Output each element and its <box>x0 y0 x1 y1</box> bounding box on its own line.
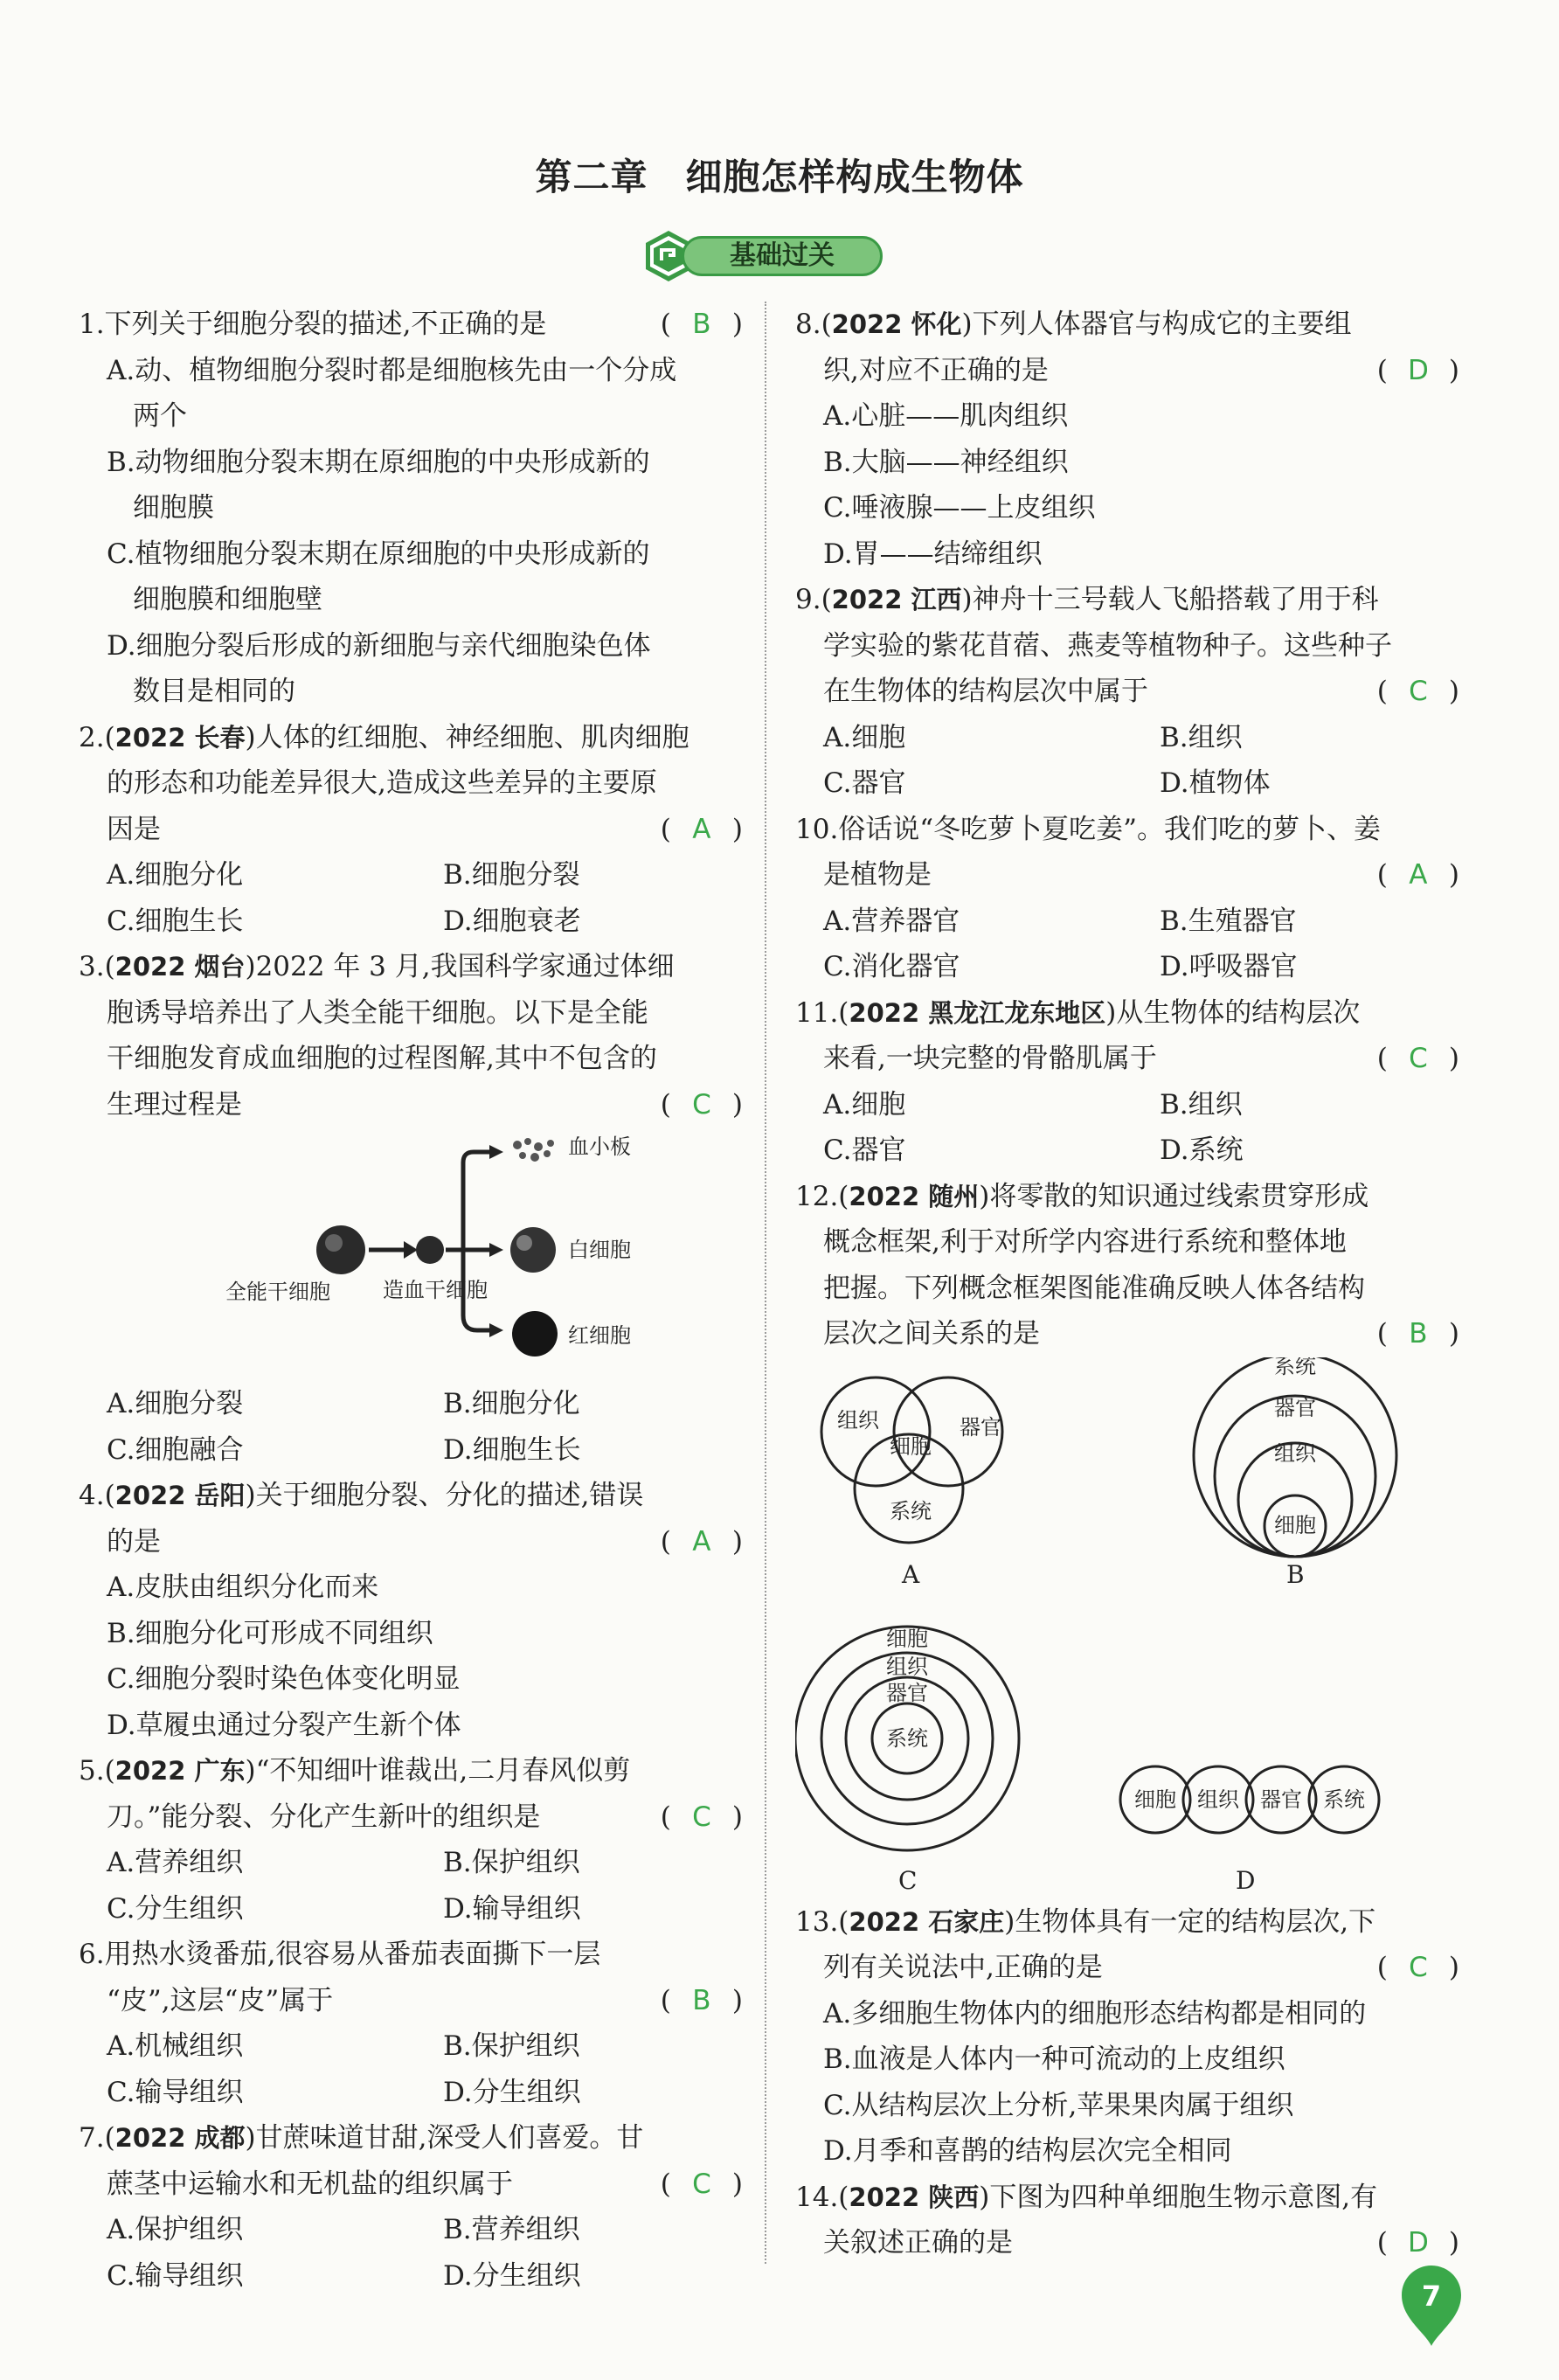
q13-option-c: C.从结构层次上分析,苹果果肉属于组织 <box>823 2089 1294 2121</box>
right-column <box>795 302 1459 2266</box>
q8-stem-1: )下列人体器官与构成它的主要组 <box>961 309 1352 340</box>
q7-option-a: A.保护组织 <box>107 2214 244 2245</box>
page-number-badge <box>1398 2264 1465 2348</box>
q6-options-row-1 <box>79 2023 743 2070</box>
q5-option-a: A.营养组织 <box>107 1847 244 1878</box>
q6-answer: B <box>692 1984 711 2016</box>
q13-option-a: A.多细胞生物体内的细胞形态结构都是相同的 <box>823 1997 1367 2030</box>
q4-source: 2022 岳阳 <box>114 1481 246 1510</box>
question-13: 13.(2022 石家庄)生物体具有一定的结构层次,下 列有关说法中,正确的是 ( C ) A.多细胞生物体内的细胞形态结构都是相同的 B.血液是人体内一种可流动的上皮组织 C.从结构层次上分析,苹果果肉属于组织 D.月季和喜鹊的结构层次完全相同 <box>795 1899 1459 2175</box>
caption-c: C <box>898 1865 918 1895</box>
q11-stem-2: 来看,一块完整的骨骼肌属于 <box>823 1043 1157 1074</box>
q10-answer: A <box>1409 859 1428 891</box>
question-7: 7.(2022 成都)甘蔗味道甘甜,深受人们喜爱。甘 蔗茎中运输水和无机盐的组织属于 ( C ) A.保护组织 B.营养组织 C.输导组织 D.分生组织 <box>79 2115 743 2299</box>
q10-stem-1: 10.俗话说“冬吃萝卜夏吃姜”。我们吃的萝卜、姜 <box>795 813 1381 845</box>
q12-stem-4: 层次之间关系的是 <box>823 1318 1040 1350</box>
q3-stem-1: )2022 年 3 月,我国科学家通过体细 <box>245 951 675 982</box>
q6-option-b: B.保护组织 <box>443 2030 580 2062</box>
q12-source: 2022 随州 <box>849 1181 980 1211</box>
q1-option-d: D.细胞分裂后形成的新细胞与亲代细胞染色体 <box>107 629 651 662</box>
diagram-a-system: 系统 <box>890 1498 932 1523</box>
q11-options-row-1 <box>795 1082 1459 1128</box>
q14-answer: D <box>1407 2227 1429 2259</box>
q7-option-d: D.分生组织 <box>443 2259 581 2292</box>
diagram-a-organ: 器官 <box>960 1414 1001 1440</box>
q2-stem-1: )人体的红细胞、神经细胞、肌肉细胞 <box>245 721 689 753</box>
q5-answer: C <box>692 1801 711 1833</box>
q14-number: 14.( <box>795 2181 849 2213</box>
q7-options-row-2 <box>79 2253 743 2300</box>
left-column <box>79 302 743 2299</box>
diagram-b-organ: 器官 <box>1274 1395 1316 1420</box>
q1-option-a: A.动、植物细胞分裂时都是细胞核先由一个分成 <box>107 354 677 386</box>
branch-lines <box>463 1152 489 1330</box>
q2-option-b: B.细胞分裂 <box>443 859 580 891</box>
q11-option-c: C.器官 <box>823 1134 906 1166</box>
q3-answer: C <box>692 1088 711 1121</box>
q7-options-row-1 <box>79 2207 743 2253</box>
q4-option-d: D.草履虫通过分裂产生新个体 <box>107 1709 461 1741</box>
diagram-b-system: 系统 <box>1274 1357 1316 1378</box>
white-blood-cell <box>510 1227 556 1273</box>
q10-options-row-1 <box>795 899 1459 945</box>
q1-option-a-cont: 两个 <box>133 400 187 432</box>
q5-options-row-1 <box>79 1840 743 1886</box>
q12-concept-diagrams <box>795 1357 1459 1899</box>
q6-option-d: D.分生组织 <box>443 2076 581 2108</box>
q3-stem-2: 胞诱导培养出了人类全能干细胞。以下是全能 <box>107 996 648 1029</box>
q13-source: 2022 石家庄 <box>849 1906 1005 1937</box>
page-title: 第二章 细胞怎样构成生物体 <box>535 156 1024 198</box>
q11-option-b: B.组织 <box>1160 1088 1243 1121</box>
q2-options-row-1 <box>79 852 743 899</box>
q3-source: 2022 烟台 <box>114 952 246 982</box>
q9-source: 2022 江西 <box>831 585 962 614</box>
question-11: 11.(2022 黑龙江龙东地区)从生物体的结构层次 来看,一块完整的骨骼肌属于 ( C ) A.细胞 B.组织 C.器官 D.系统 <box>795 990 1459 1174</box>
label-red-blood-cell: 红细胞 <box>568 1323 631 1348</box>
q14-stem-2: 关叙述正确的是 <box>823 2227 1013 2259</box>
q3-diagram-svg <box>79 1128 743 1381</box>
q9-option-a: A.细胞 <box>823 721 906 753</box>
q10-option-d: D.呼吸器官 <box>1160 951 1298 982</box>
q4-stem-1: )关于细胞分裂、分化的描述,错误 <box>245 1480 644 1511</box>
q13-option-d: D.月季和喜鹊的结构层次完全相同 <box>823 2135 1232 2167</box>
q2-source: 2022 长春 <box>114 722 246 753</box>
q11-stem-1: )从生物体的结构层次 <box>1105 996 1361 1029</box>
q5-option-c: C.分生组织 <box>107 1892 244 1925</box>
q4-number: 4.( <box>79 1480 115 1511</box>
q12-stem-2: 概念框架,利于对所学内容进行系统和整体地 <box>823 1226 1347 1258</box>
red-blood-cell <box>512 1311 558 1357</box>
q11-option-d: D.系统 <box>1160 1134 1244 1166</box>
q8-option-d: D.胃——结缔组织 <box>823 538 1043 570</box>
q8-number: 8.( <box>795 309 832 340</box>
q8-answer: D <box>1407 354 1429 386</box>
q4-option-c: C.细胞分裂时染色体变化明显 <box>107 1663 461 1695</box>
q1-option-b-cont: 细胞膜 <box>133 492 214 524</box>
label-platelet: 血小板 <box>568 1134 631 1159</box>
q7-stem-2: 蔗茎中运输水和无机盐的组织属于 <box>107 2168 513 2200</box>
diagram-c-system: 系统 <box>886 1725 928 1751</box>
q1-option-b: B.动物细胞分裂末期在原细胞的中央形成新的 <box>107 446 650 478</box>
q5-source: 2022 广东 <box>114 1756 246 1786</box>
q13-stem-2: 列有关说法中,正确的是 <box>823 1952 1103 1983</box>
q10-option-b: B.生殖器官 <box>1160 905 1297 937</box>
q5-stem-2: 刀。”能分裂、分化产生新叶的组织是 <box>107 1801 541 1833</box>
diagram-c-tissue: 组织 <box>886 1654 928 1679</box>
q3-option-b: B.细胞分化 <box>443 1388 580 1419</box>
q7-stem-1: )甘蔗味道甘甜,深受人们喜爱。甘 <box>245 2122 644 2154</box>
q4-option-b: B.细胞分化可形成不同组织 <box>107 1617 433 1649</box>
question-2: 2.(2022 长春)人体的红细胞、神经细胞、肌肉细胞 的形态和功能差异很大,造成这些差异的主要原 因是 ( A ) A.细胞分化 B.细胞分裂 C.细胞生长 D.细胞衰老 <box>79 715 743 945</box>
q12-diagram-svg <box>795 1357 1459 1899</box>
q3-option-d: D.细胞生长 <box>443 1433 581 1466</box>
q12-stem-3: 把握。下列概念框架图能准确反映人体各结构 <box>823 1272 1365 1304</box>
platelet-cluster <box>513 1138 554 1162</box>
q3-blood-cell-diagram <box>79 1128 743 1381</box>
diagram-d-tissue: 组织 <box>1197 1787 1239 1812</box>
q9-option-b: B.组织 <box>1160 721 1243 753</box>
q6-option-c: C.输导组织 <box>107 2076 244 2108</box>
question-5: 5.(2022 广东)“不知细叶谁裁出,二月春风似剪 刀。”能分裂、分化产生新叶的组织是 ( C ) A.营养组织 B.保护组织 C.分生组织 D.输导组织 <box>79 1748 743 1932</box>
q3-stem-4: 生理过程是 <box>107 1088 242 1121</box>
q5-option-d: D.输导组织 <box>443 1892 581 1925</box>
question-12: 12.(2022 随州)将零散的知识通过线索贯穿形成 概念框架,利于对所学内容进行系统和整体地 把握。下列概念框架图能准确反映人体各结构 层次之间关系的是 ( B ) 组织 器官 细胞 系统 A 系统 器官 组织 细胞 B 细胞 组织 器官 系统 C 细胞 组织 器官 系统 D <box>795 1174 1459 1899</box>
label-white-blood-cell: 白细胞 <box>568 1238 631 1262</box>
diagram-d-organ: 器官 <box>1260 1787 1302 1812</box>
question-3: 3.(2022 烟台)2022 年 3 月,我国科学家通过体细 胞诱导培养出了人类全能干细胞。以下是全能 干细胞发育成血细胞的过程图解,其中不包含的 生理过程是 ( C ) 血小板 白细胞 红细胞 全能干细胞 造血干细胞 A.细胞分裂 B.细胞分化 C.细胞融合 D.细胞生长 <box>79 944 743 1473</box>
section-label: 基础过关 <box>682 236 883 276</box>
q12-stem-1: )将零散的知识通过线索贯穿形成 <box>979 1180 1369 1212</box>
q1-option-d-cont: 数目是相同的 <box>133 676 295 707</box>
q5-stem-1: )“不知细叶谁裁出,二月春风似剪 <box>245 1755 631 1787</box>
q3-option-a: A.细胞分裂 <box>107 1388 244 1419</box>
q5-option-b: B.保护组织 <box>443 1847 580 1878</box>
q11-source: 2022 黑龙江龙东地区 <box>849 997 1106 1028</box>
question-10: 10.俗话说“冬吃萝卜夏吃姜”。我们吃的萝卜、姜 是植物是 ( A ) A.营养器官 B.生殖器官 C.消化器官 D.呼吸器官 <box>795 807 1459 990</box>
q4-stem-2: 的是 <box>107 1525 161 1558</box>
q2-option-a: A.细胞分化 <box>107 859 244 891</box>
q2-number: 2.( <box>79 721 115 753</box>
q10-option-c: C.消化器官 <box>823 951 960 982</box>
q9-option-d: D.植物体 <box>1160 767 1271 799</box>
q1-option-c-cont: 细胞膜和细胞壁 <box>133 584 322 615</box>
q1-stem: 1.下列关于细胞分裂的描述,不正确的是 <box>79 309 547 340</box>
q11-option-a: A.细胞 <box>823 1088 906 1121</box>
q2-answer: A <box>692 813 711 845</box>
q9-options-row-1 <box>795 715 1459 761</box>
q8-option-b: B.大脑——神经组织 <box>823 446 1069 478</box>
q5-number: 5.( <box>79 1755 115 1787</box>
diagram-d-cell: 细胞 <box>1134 1787 1176 1812</box>
q14-stem-1: )下图为四种单细胞生物示意图,有 <box>979 2181 1378 2213</box>
caption-d: D <box>1236 1865 1256 1895</box>
q3-stem-3: 干细胞发育成血细胞的过程图解,其中不包含的 <box>107 1043 657 1074</box>
q7-option-c: C.输导组织 <box>107 2259 244 2292</box>
q9-stem-3: 在生物体的结构层次中属于 <box>823 676 1148 707</box>
q8-stem-2: 织,对应不正确的是 <box>823 354 1049 386</box>
totipotent-stem-cell <box>316 1225 365 1274</box>
diagram-a-cell: 细胞 <box>890 1433 932 1459</box>
q3-options-row-2 <box>79 1427 743 1474</box>
diagram-b-tissue: 组织 <box>1274 1440 1316 1466</box>
q8-source: 2022 怀化 <box>831 309 962 339</box>
q13-number: 13.( <box>795 1905 849 1938</box>
q6-options-row-2 <box>79 2070 743 2116</box>
section-badge <box>642 229 896 283</box>
question-14: 14.(2022 陕西)下图为四种单细胞生物示意图,有 关叙述正确的是 ( D ) <box>795 2175 1459 2266</box>
q7-option-b: B.营养组织 <box>443 2214 580 2245</box>
q10-options-row-2 <box>795 944 1459 990</box>
q14-source: 2022 陕西 <box>849 2182 980 2212</box>
q2-stem-3: 因是 <box>107 813 161 845</box>
q9-answer: C <box>1409 676 1428 707</box>
q8-option-a: A.心脏——肌肉组织 <box>823 400 1069 432</box>
q9-stem-2: 学实验的紫花苜蓿、燕麦等植物种子。这些种子 <box>823 629 1392 662</box>
caption-a: A <box>902 1559 920 1589</box>
q1-option-c: C.植物细胞分裂末期在原细胞的中央形成新的 <box>107 538 650 570</box>
q7-answer: C <box>692 2168 711 2200</box>
q11-number: 11.( <box>795 996 849 1029</box>
q3-number: 3.( <box>79 951 115 982</box>
q7-source: 2022 成都 <box>114 2123 246 2153</box>
q7-number: 7.( <box>79 2122 115 2154</box>
q3-options-row-1 <box>79 1381 743 1427</box>
question-9: 9.(2022 江西)神舟十三号载人飞船搭载了用于科 学实验的紫花苜蓿、燕麦等植物种子。这些种子 在生物体的结构层次中属于 ( C ) A.细胞 B.组织 C.器官 D.植物体 <box>795 577 1459 807</box>
q6-option-a: A.机械组织 <box>107 2030 244 2062</box>
question-1: 1.下列关于细胞分裂的描述,不正确的是 ( B ) A.动、植物细胞分裂时都是细胞核先由一个分成 两个 B.动物细胞分裂末期在原细胞的中央形成新的 细胞膜 C.植物细胞分裂末期在原细胞的中央形成新的 细胞膜和细胞壁 D.细胞分裂后形成的新细胞与亲代细胞染色体 数目是相同的 <box>79 302 743 715</box>
q9-stem-1: )神舟十三号载人飞船搭载了用于科 <box>961 584 1379 615</box>
q13-answer: C <box>1409 1952 1428 1983</box>
q12-answer: B <box>1409 1318 1428 1350</box>
q2-option-d: D.细胞衰老 <box>443 905 581 937</box>
q9-number: 9.( <box>795 584 832 615</box>
q3-option-c: C.细胞融合 <box>107 1433 244 1466</box>
q4-option-a: A.皮肤由组织分化而来 <box>107 1572 379 1603</box>
question-4: 4.(2022 岳阳)关于细胞分裂、分化的描述,错误 的是 ( A ) A.皮肤由组织分化而来 B.细胞分化可形成不同组织 C.细胞分裂时染色体变化明显 D.草履虫通过分裂产生新个体 <box>79 1473 743 1748</box>
q8-option-c: C.唾液腺——上皮组织 <box>823 492 1096 524</box>
diagram-c-organ: 器官 <box>886 1680 928 1705</box>
label-totipotent-stem-cell: 全能干细胞 <box>225 1280 330 1304</box>
q4-answer: A <box>692 1525 711 1558</box>
q1-answer: B <box>692 309 711 340</box>
q9-options-row-2 <box>795 760 1459 807</box>
page-number: 7 <box>1421 2279 1442 2313</box>
q6-stem-1: 6.用热水烫番茄,很容易从番茄表面撕下一层 <box>79 1939 601 1970</box>
q13-option-b: B.血液是人体内一种可流动的上皮组织 <box>823 2043 1285 2075</box>
q2-stem-2: 的形态和功能差异很大,造成这些差异的主要原 <box>107 767 657 799</box>
diagram-b-cell: 细胞 <box>1274 1512 1316 1537</box>
q10-option-a: A.营养器官 <box>823 905 960 937</box>
q9-option-c: C.器官 <box>823 767 906 799</box>
q11-answer: C <box>1409 1043 1428 1074</box>
diagram-a-tissue: 组织 <box>837 1407 879 1433</box>
hematopoietic-stem-cell <box>416 1236 444 1264</box>
question-8: 8.(2022 怀化)下列人体器官与构成它的主要组 织,对应不正确的是 ( D ) A.心脏——肌肉组织 B.大脑——神经组织 C.唾液腺——上皮组织 D.胃——结缔组织 <box>795 302 1459 577</box>
diagram-c-cell: 细胞 <box>886 1626 928 1651</box>
q6-stem-2: “皮”,这层“皮”属于 <box>107 1984 334 2016</box>
q2-option-c: C.细胞生长 <box>107 905 244 937</box>
q5-options-row-2 <box>79 1886 743 1932</box>
q11-options-row-2 <box>795 1128 1459 1174</box>
q12-number: 12.( <box>795 1180 849 1212</box>
column-divider <box>765 302 766 2264</box>
caption-b: B <box>1286 1559 1305 1589</box>
diagram-d-system: 系统 <box>1323 1787 1365 1812</box>
label-hematopoietic-stem-cell: 造血干细胞 <box>383 1278 488 1302</box>
q2-options-row-2 <box>79 899 743 945</box>
q10-stem-2: 是植物是 <box>823 859 932 891</box>
question-6: 6.用热水烫番茄,很容易从番茄表面撕下一层 “皮”,这层“皮”属于 ( B ) A.机械组织 B.保护组织 C.输导组织 D.分生组织 <box>79 1932 743 2115</box>
q13-stem-1: )生物体具有一定的结构层次,下 <box>1004 1905 1376 1938</box>
